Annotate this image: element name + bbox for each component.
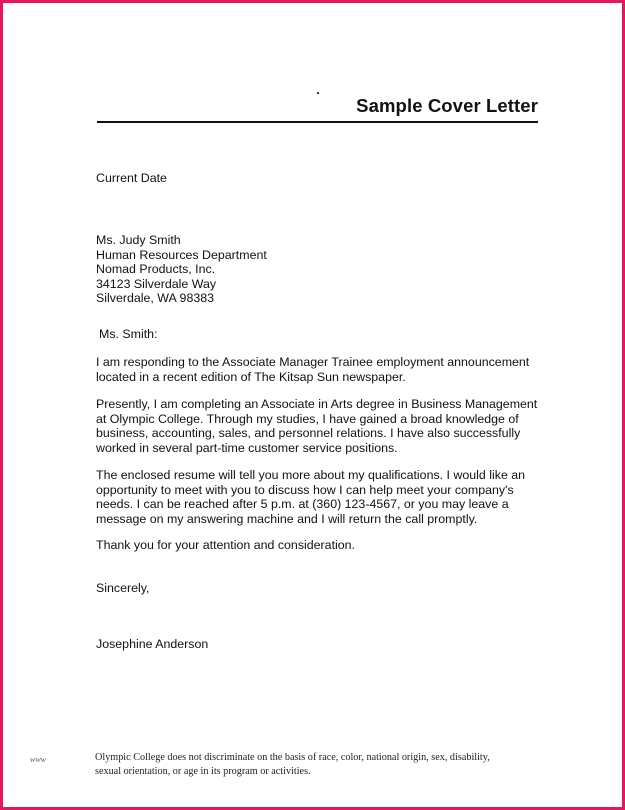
recipient-name: Ms. Judy Smith xyxy=(96,233,181,247)
closing: Sincerely, xyxy=(96,581,150,595)
speck-mark xyxy=(317,92,319,94)
paragraph-line: business, accounting, sales, and personnel relations. I have also successfully xyxy=(96,426,521,441)
paragraph-4 xyxy=(96,538,355,553)
paragraph-line: at Olympic College. Through my studies, I have gained a broad knowledge of xyxy=(96,411,519,426)
letter-date: Current Date xyxy=(96,171,167,185)
paragraph-line: Thank you for your attention and consideration. xyxy=(96,538,355,552)
footer-line: Olympic College does not discriminate on the basis of race, color, national origin, sex, disability, xyxy=(95,752,490,763)
signature-name: Josephine Anderson xyxy=(96,637,209,651)
paragraph-1 xyxy=(96,355,529,384)
paragraph-line: The enclosed resume will tell you more about my qualifications. I would like an xyxy=(96,468,526,482)
title-rule xyxy=(97,121,538,123)
recipient-address xyxy=(96,233,267,306)
paragraph-line: Presently, I am completing an Associate in Arts degree in Business Management xyxy=(96,397,538,411)
paragraph-2 xyxy=(96,397,537,455)
recipient-street: 34123 Silverdale Way xyxy=(96,276,217,291)
paragraph-3 xyxy=(96,468,525,526)
paragraph-line: opportunity to meet with you to discuss how I can help meet your company's xyxy=(96,482,514,497)
paragraph-line: message on my answering machine and I will return the call promptly. xyxy=(96,511,478,526)
paragraph-line: I am responding to the Associate Manager Trainee employment announcement xyxy=(96,355,530,369)
recipient-department: Human Resources Department xyxy=(96,247,267,262)
paragraph-line: worked in several part-time customer service positions. xyxy=(96,440,398,455)
letter-title: Sample Cover Letter xyxy=(356,95,538,116)
salutation: Ms. Smith: xyxy=(99,327,158,341)
recipient-company: Nomad Products, Inc. xyxy=(96,262,216,277)
recipient-city: Silverdale, WA 98383 xyxy=(96,291,215,306)
footer-line: sexual orientation, or age in its program or activities. xyxy=(95,766,311,777)
paragraph-line: located in a recent edition of The Kitsap Sun newspaper. xyxy=(96,369,406,384)
paragraph-line: needs. I can be reached after 5 p.m. at (360) 123-4567, or you may leave a xyxy=(96,497,509,512)
footer-notice xyxy=(95,751,490,779)
watermark-text: www xyxy=(30,755,47,764)
